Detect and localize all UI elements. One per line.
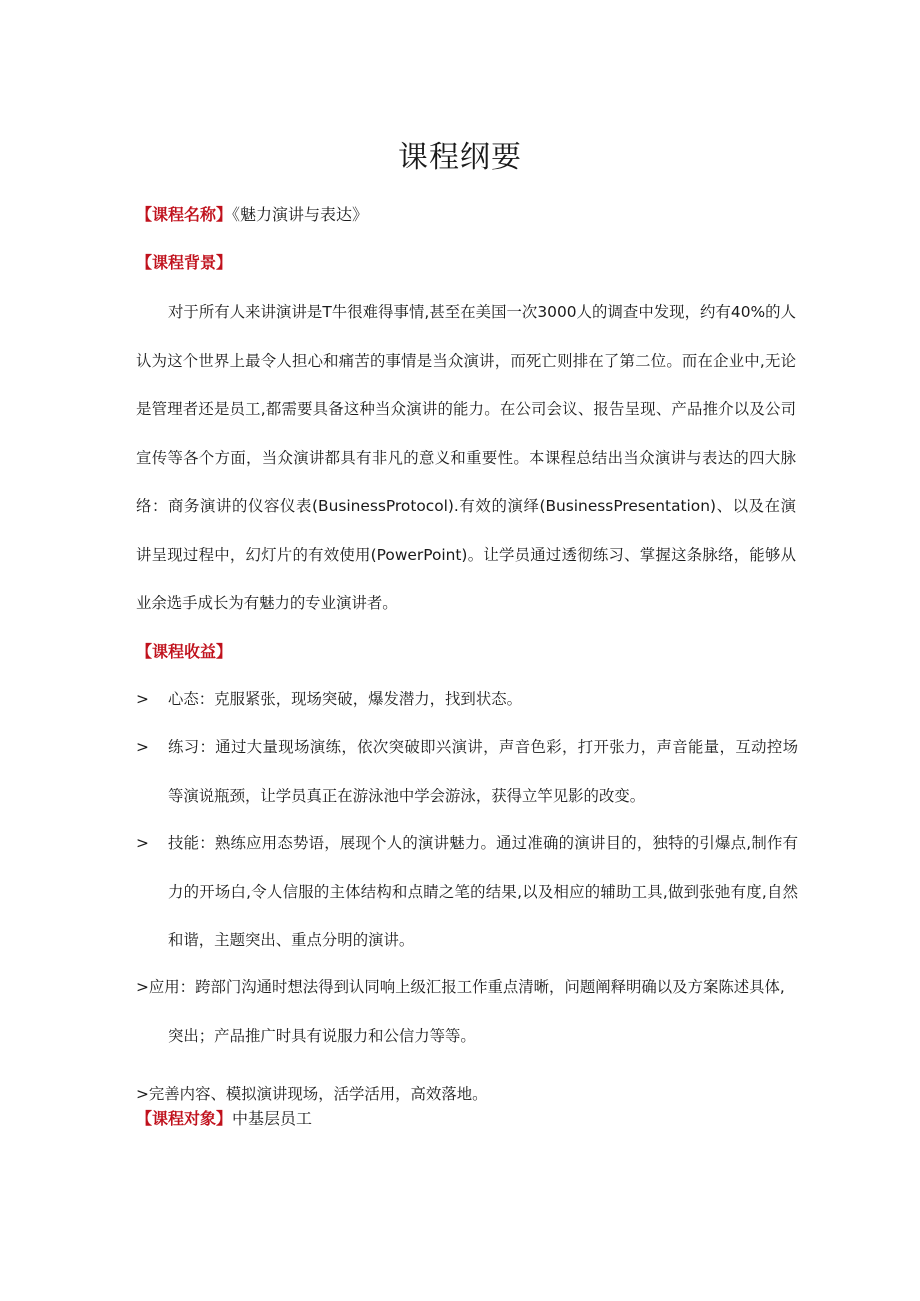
bullet-marker: >: [136, 690, 149, 708]
course-name-label: 【课程名称】: [136, 205, 233, 224]
bullet-marker: >: [136, 738, 149, 756]
course-background-label: 【课程背景】: [136, 253, 233, 272]
benefit-application-text: >应用：跨部门沟通时想法得到认同响上级汇报工作重点清晰，问题阐释明确以及方案陈述具体,: [136, 978, 785, 996]
course-background-row: [136, 252, 232, 274]
benefit-landing-text: >完善内容、模拟演讲现场，活学活用，高效落地。: [136, 1085, 488, 1103]
page-title: 课程纲要: [398, 140, 522, 175]
course-audience-label: 【课程对象】: [136, 1109, 233, 1128]
course-audience-value: 中基层员工: [232, 1109, 313, 1128]
course-name-row: [136, 204, 368, 226]
course-name-value: 《魅力演讲与表达》: [232, 205, 369, 224]
benefit-text: 心态：克服紧张，现场突破，爆发潜力，找到状态。: [168, 690, 522, 708]
benefit-text: 练习：通过大量现场演练，依次突破即兴演讲，声音色彩，打开张力，声音能量，互动控场等演说瓶颈，让学员真正在游泳池中学会游泳，获得立竿见影的改变。: [168, 738, 798, 805]
benefit-text: 技能：熟练应用态势语，展现个人的演讲魅力。通过准确的演讲目的，独特的引爆点,制作有力的开场白,令人信服的主体结构和点睛之笔的结果,以及相应的辅助工具,做到张弛有度,自然和谐，主题突出、重点分明的演讲。: [168, 834, 798, 949]
benefit-application-cont: 突出；产品推广时具有说服力和公信力等等。: [168, 1026, 476, 1045]
course-audience-row: [136, 1108, 312, 1130]
benefit-item-application: [136, 963, 796, 1060]
bullet-marker: >: [136, 834, 149, 852]
course-background-text: 对于所有人来讲演讲是T牛很难得事情,甚至在美国一次3000人的调查中发现，约有40%的人认为这个世界上最令人担心和痛苦的事情是当众演讲，而死亡则排在了第二位。而在企业中,无论是管理者还是员工,都需要具备这种当众演讲的能力。在公司会议、报告呈现、产品推介以及公司宣传等各个方面，当众演讲都具有非凡的意义和重要性。本课程总结出当众演讲与表达的四大脉络：商务演讲的仪容仪表(BusinessProtocol).有效的演绎(BusinessPresentation)、以及在演讲呈现过程中，幻灯片的有效使用(PowerPoint)。让学员通过透彻练习、掌握这条脉络，能够从业余选手成长为有魅力的专业演讲者。: [136, 303, 796, 612]
course-benefits-row: [136, 641, 232, 663]
course-benefits-label: 【课程收益】: [136, 642, 233, 661]
benefit-item-landing: [136, 1083, 488, 1105]
